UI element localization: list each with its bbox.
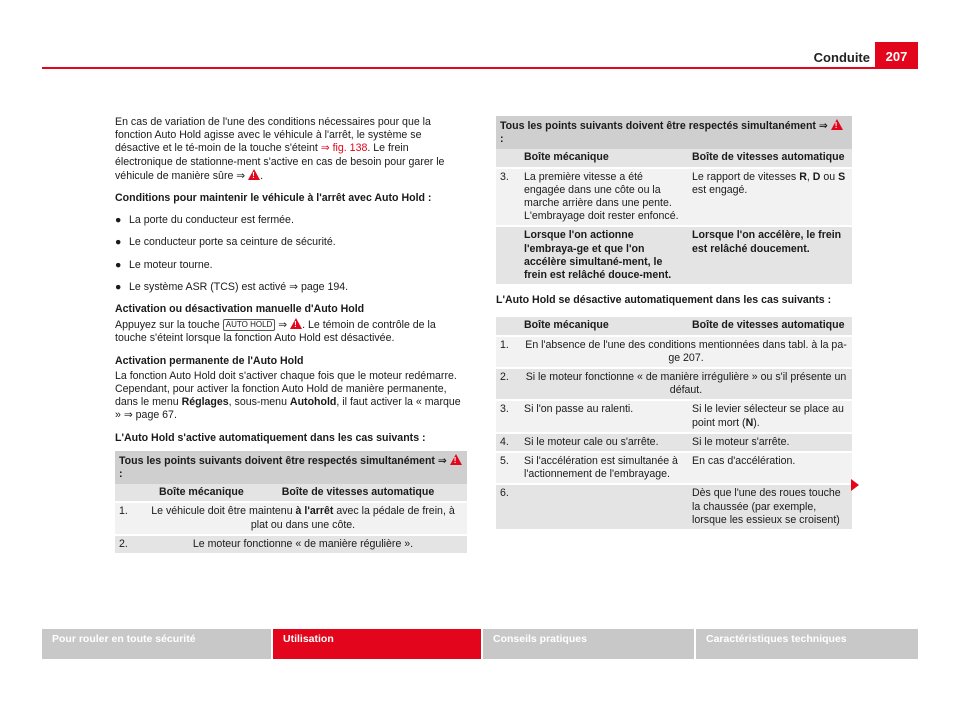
- menu-reglages: Réglages: [181, 396, 229, 409]
- gear-s: S: [838, 170, 846, 183]
- header-rule: [42, 67, 918, 69]
- manual-heading: Activation ou désactivation manuelle d'Auto Hold: [115, 303, 365, 316]
- row-text-auto: Lorsque l'on accélère, le frein est relâché doucement.: [688, 226, 852, 284]
- row-text-auto: [688, 168, 852, 227]
- caption-text: Tous les points suivants doivent être respectés simultanément ⇒: [500, 120, 828, 132]
- table-row: [496, 452, 852, 484]
- num-header: [496, 317, 520, 335]
- permanent-heading: Activation permanente de l'Auto Hold: [115, 354, 304, 367]
- bullet-text: Le conducteur porte sa ceinture de sécurité.: [129, 236, 336, 249]
- row-text: Le moteur fonctionne « de manière régulière ».: [139, 535, 467, 553]
- row-text-manual: Si l'accélération est simultanée à l'actionnement de l'embrayage.: [520, 452, 688, 484]
- row-text-auto: Si le moteur s'arrête.: [688, 433, 852, 452]
- row-number: 3.: [496, 400, 520, 432]
- row1-c: avec la pédale de frein, à plat ou dans une côte.: [250, 505, 455, 531]
- list-item: ● Le moteur tourne.: [115, 258, 213, 271]
- row-text-manual: La première vitesse a été engagée dans une côte ou la marche arrière dans une pente. L'embrayage doit rester enfoncé.: [520, 168, 688, 227]
- table-caption: Tous les points suivants doivent être respectés simultanément ⇒ ! :: [496, 116, 852, 149]
- page-number: 207: [875, 42, 918, 68]
- table-row: [496, 368, 852, 400]
- intro-text-a: En cas de variation de l'une des conditions nécessaires pour que la fonction Auto Hold agisse avec le véhicule à l'arrêt, le système se désactive et le té-moin de la touche s'éteint: [115, 116, 431, 155]
- tab-tips[interactable]: Conseils pratiques: [483, 629, 694, 659]
- table-row: [496, 336, 852, 368]
- manual-paragraph: [115, 318, 467, 345]
- tab-safety[interactable]: Pour rouler en toute sécurité: [42, 629, 271, 659]
- permanent-paragraph: [115, 370, 467, 423]
- footer-nav: [42, 629, 918, 659]
- row-number: 3.: [496, 168, 520, 227]
- auto-activation-heading: L'Auto Hold s'active automatiquement dans les cas suivants :: [115, 431, 426, 444]
- warning-triangle-icon[interactable]: [831, 119, 843, 130]
- r3-c: ou: [820, 170, 839, 183]
- row1-a: Le véhicule doit être maintenu: [151, 505, 296, 518]
- gear-n: N: [745, 416, 754, 429]
- bullet-text: La porte du conducteur est fermée.: [129, 214, 294, 227]
- fig-link[interactable]: ⇒ fig. 138: [320, 142, 368, 155]
- row-text-manual: Lorsque l'on actionne l'embraya-ge et que l'on accélère simultané-ment, le frein est relâché douce-ment.: [520, 226, 688, 284]
- right-column: [496, 116, 852, 529]
- row-number: 4.: [496, 433, 520, 452]
- continue-arrow-icon: [851, 479, 859, 491]
- r-b: ).: [753, 416, 760, 429]
- table-row: [115, 535, 467, 553]
- num-header: [115, 484, 139, 502]
- col-header-manual: Boîte mécanique: [520, 317, 688, 335]
- conditions-heading: Conditions pour maintenir le véhicule à l'arrêt avec Auto Hold :: [115, 192, 432, 205]
- page-title: Conduite: [813, 50, 870, 65]
- row-text: En l'absence de l'une des conditions mentionnées dans tabl. à la pa-ge 207.: [520, 336, 852, 368]
- left-column: [115, 116, 467, 553]
- deactivation-heading: L'Auto Hold se désactive automatiquement dans les cas suivants :: [496, 294, 832, 307]
- warning-triangle-icon[interactable]: [248, 169, 260, 180]
- row-text-auto: [688, 400, 852, 432]
- row-text: [139, 502, 467, 534]
- perm-text-c: , il faut activer la « marque » ⇒ page 67.: [115, 396, 461, 422]
- num-header: [496, 149, 520, 167]
- row-number: 1.: [496, 336, 520, 368]
- activation-table: [115, 451, 467, 553]
- table-row: [496, 484, 852, 529]
- row-number: [496, 226, 520, 284]
- manual-text-a: Appuyez sur la touche: [115, 319, 223, 332]
- row-text-manual: Si l'on passe au ralenti.: [520, 400, 688, 432]
- table-row: [496, 168, 852, 227]
- row-number: 5.: [496, 452, 520, 484]
- r3-a: Le rapport de vitesses: [692, 170, 800, 183]
- intro-text-b: . Le frein électronique de stationne-ment s'active en cas de besoin pour garer le véhicule de manière sûre ⇒: [115, 142, 445, 182]
- intro-paragraph: En cas de variation de l'une des conditions nécessaires pour que la fonction Auto Hold agisse avec le véhicule à l'arrêt, le système se désactive et le té-moin de la touche s'éteint ⇒ fig. 138. Le frein électronique de stationne-ment s'active en cas de besoin pour garer le véhicule de manière sûre ⇒ !.: [115, 116, 467, 183]
- tab-utilisation[interactable]: Utilisation: [273, 629, 481, 659]
- table-row: [496, 226, 852, 284]
- col-header-auto: Boîte de vitesses automatique: [688, 317, 852, 335]
- list-item: ● La porte du conducteur est fermée.: [115, 214, 294, 227]
- warning-triangle-icon[interactable]: [450, 454, 462, 465]
- row1-b: à l'arrêt: [295, 505, 334, 518]
- r3-b: ,: [806, 170, 813, 183]
- row-text-auto: Dès que l'une des roues touche la chaussée (par exemple, lorsque les essieux se croisent): [688, 484, 852, 529]
- auto-hold-key: AUTO HOLD: [223, 319, 276, 331]
- gear-r: R: [799, 170, 807, 183]
- col-header-manual: Boîte mécanique: [520, 149, 688, 167]
- row-number: 2.: [115, 535, 139, 553]
- manual-text-c: . Le témoin de contrôle de la touche s'éteint lorsque la fonction Auto Hold est désactivée.: [115, 319, 436, 345]
- list-item: ● Le conducteur porte sa ceinture de sécurité.: [115, 236, 336, 249]
- perm-text-a: La fonction Auto Hold doit s'activer chaque fois que le moteur redémarre. Cependant, pour activer la fonction Auto Hold de manière permanente, dans le menu: [115, 369, 457, 409]
- bullet-text: Le moteur tourne.: [129, 258, 213, 271]
- activation-table-continued: [496, 116, 852, 284]
- row-text-manual: Si le moteur cale ou s'arrête.: [520, 433, 688, 452]
- row-text-manual: [520, 484, 688, 529]
- r-a: Si le levier sélecteur se place au point mort (: [692, 403, 844, 429]
- col-header-manual: Boîte mécanique: [139, 484, 278, 502]
- row-text-auto: En cas d'accélération.: [688, 452, 852, 484]
- table-row: [115, 502, 467, 534]
- caption-text: Tous les points suivants doivent être respectés simultanément ⇒: [119, 454, 447, 467]
- manual-text-b: ⇒: [275, 319, 291, 332]
- r3-e: est engagé.: [692, 183, 748, 196]
- warning-triangle-icon[interactable]: [290, 318, 302, 329]
- row-number: 2.: [496, 368, 520, 400]
- col-header-auto: Boîte de vitesses automatique: [278, 484, 467, 502]
- submenu-autohold: Autohold: [289, 396, 337, 409]
- list-item: ● Le système ASR (TCS) est activé ⇒ page 194.: [115, 280, 349, 293]
- row-number: 1.: [115, 502, 139, 534]
- perm-text-b: , sous-menu: [228, 396, 290, 409]
- row-text: Si le moteur fonctionne « de manière irrégulière » ou s'il présente un défaut.: [520, 368, 852, 400]
- gear-d: D: [812, 170, 821, 183]
- table-caption: Tous les points suivants doivent être respectés simultanément ⇒ ! :: [115, 451, 467, 484]
- bullet-text: Le système ASR (TCS) est activé ⇒ page 194.: [129, 280, 349, 293]
- row-number: 6.: [496, 484, 520, 529]
- table-row: [496, 400, 852, 432]
- tab-specs[interactable]: Caractéristiques techniques: [696, 629, 918, 659]
- deactivation-table: [496, 317, 852, 529]
- table-row: [496, 433, 852, 452]
- col-header-auto: Boîte de vitesses automatique: [688, 149, 852, 167]
